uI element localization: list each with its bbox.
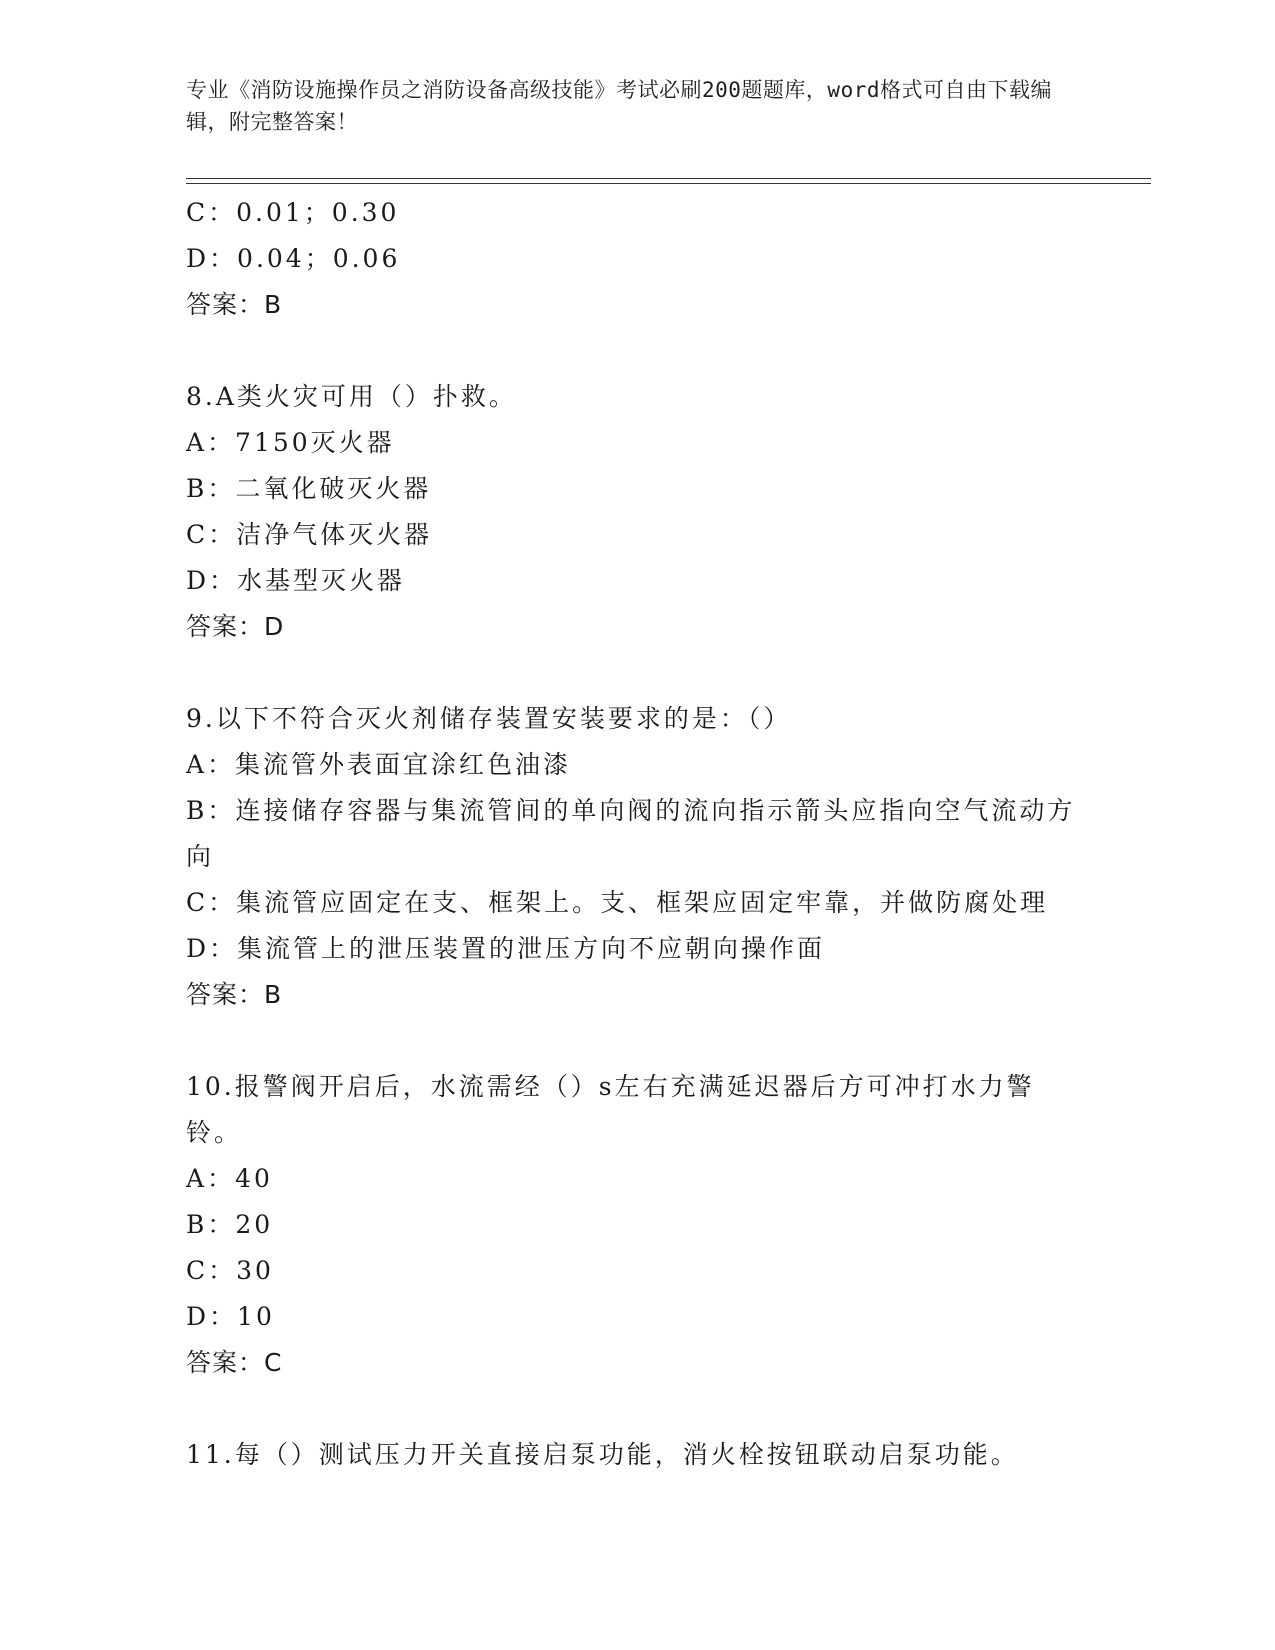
option-c: C：0.01；0.30: [186, 198, 400, 227]
header-divider-bottom: [186, 183, 1151, 184]
answer: 答案：B: [186, 980, 283, 1009]
question-9: [186, 696, 1076, 1018]
question-11: [186, 1432, 1076, 1478]
option-a: A：40: [186, 1164, 273, 1193]
question-7-tail: [186, 190, 1076, 328]
question-stem: 10.报警阀开启后，水流需经（）s左右充满延迟器后方可冲打水力警铃。: [186, 1072, 1035, 1147]
option-c: C：集流管应固定在支、框架上。支、框架应固定牢靠，并做防腐处理: [186, 888, 1049, 917]
question-content: [186, 190, 1076, 1478]
question-stem: 9.以下不符合灭火剂储存装置安装要求的是：（）: [186, 704, 792, 733]
option-b: B：二氧化破灭火器: [186, 474, 432, 503]
option-c: C：洁净气体灭火器: [186, 520, 433, 549]
answer: 答案：D: [186, 612, 285, 641]
answer: 答案：B: [186, 290, 283, 319]
spacer: [186, 650, 1076, 696]
question-8: [186, 374, 1076, 650]
option-a: A：集流管外表面宜涂红色油漆: [186, 750, 572, 779]
spacer: [186, 328, 1076, 374]
question-stem: 8.A类火灾可用（）扑救。: [186, 382, 517, 411]
option-d: D：水基型灭火器: [186, 566, 406, 595]
option-c: C：30: [186, 1256, 274, 1285]
answer: 答案：C: [186, 1348, 283, 1377]
option-d: D：0.04；0.06: [186, 244, 401, 273]
header-divider-top: [186, 178, 1151, 179]
document-header: 专业《消防设施操作员之消防设备高级技能》考试必刷200题题库，word格式可自由下载编辑，附完整答案！: [186, 78, 1052, 134]
spacer: [186, 1386, 1076, 1432]
option-d: D：集流管上的泄压装置的泄压方向不应朝向操作面: [186, 934, 826, 963]
spacer: [186, 1018, 1076, 1064]
option-b: B：20: [186, 1210, 274, 1239]
question-10: [186, 1064, 1076, 1386]
option-a: A：7150灭火器: [186, 428, 395, 457]
option-d: D：10: [186, 1302, 275, 1331]
question-stem: 11.每（）测试压力开关直接启泵功能，消火栓按钮联动启泵功能。: [186, 1440, 1019, 1469]
option-b: B：连接储存容器与集流管间的单向阀的流向指示箭头应指向空气流动方向: [186, 796, 1076, 871]
